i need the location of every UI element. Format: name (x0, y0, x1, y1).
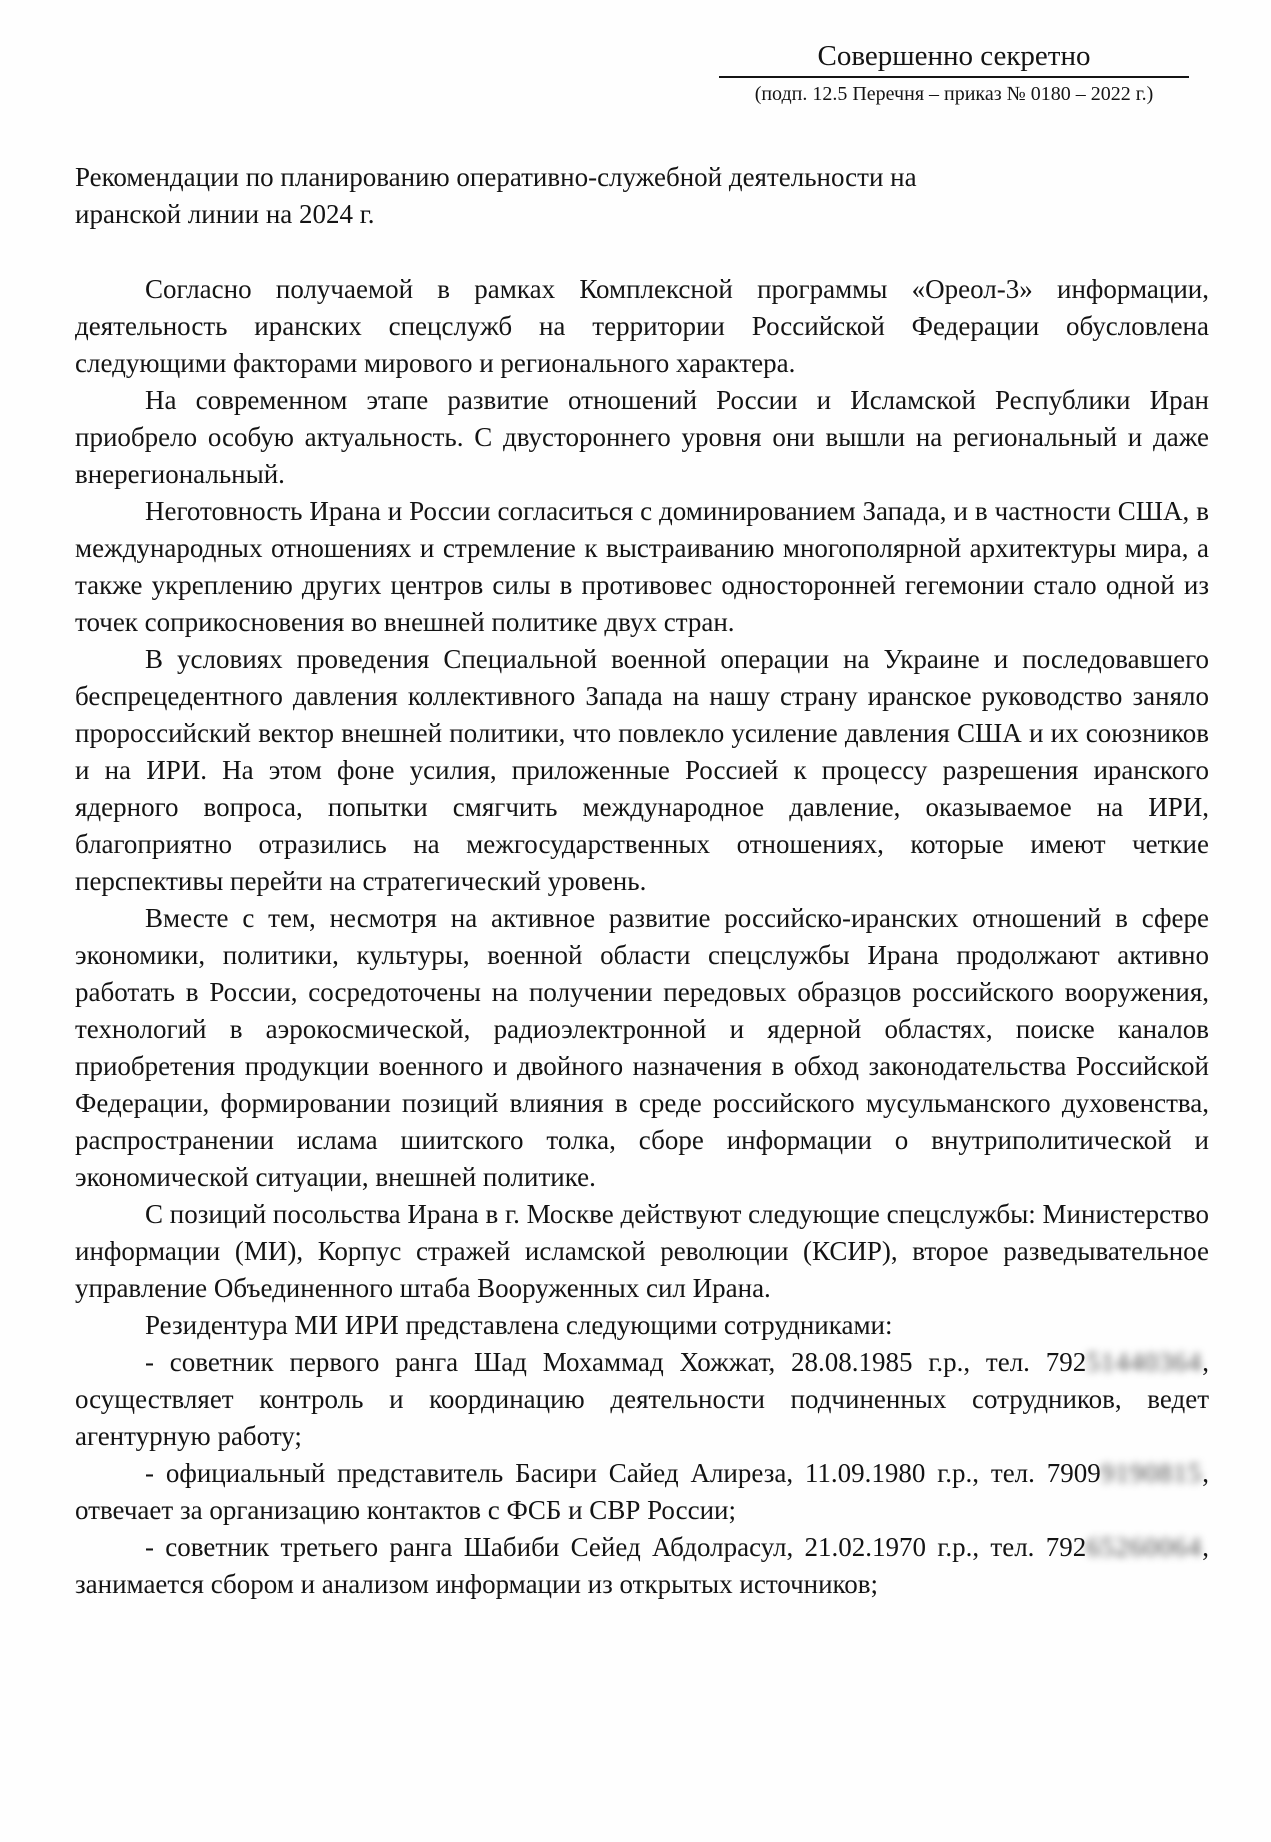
paragraph-special-services: Вместе с тем, несмотря на активное развитие российско-иранских отношений в сфере экономики, политики, культуры, военной области спецслужбы Ирана продолжают активно работать в России, сосредоточены на получении передовых образцов российского вооружения, технологий в аэрокосмической, радиоэлектронной и ядерной областях, поиске каналов приобретения продукции военного и двойного назначения в обход законодательства Российской Федерации, формировании позиций влияния в среде российского мусульманского духовенства, распространении ислама шиитского толка, сборе информации о внутриполитической и экономической ситуации, внешней политике. (75, 903, 1209, 1192)
officer-2-redacted-phone: 9190815 (1100, 1458, 1203, 1488)
paragraph-embassy: С позиций посольства Ирана в г. Москве действуют следующие спецслужбы: Министерство информации (МИ), Корпус стражей исламской революции (КСИР), второе разведывательное управление Объединенного штаба Вооруженных сил Ирана. (75, 1199, 1209, 1303)
classification-label: Совершенно секретно (719, 38, 1189, 78)
paragraph-relations: На современном этапе развитие отношений России и Исламской Республики Иран приобрело особую актуальность. С двустороннего уровня они вышли на региональный и даже внерегиональный. (75, 385, 1209, 489)
classification-header (719, 38, 1189, 107)
officer-3-role: , занимается сбором и анализом информации из открытых источников; (75, 1532, 1209, 1599)
officer-1-text: - советник первого ранга Шад Мохаммад Хожжат, 28.08.1985 г.р., тел. 792 (145, 1347, 1087, 1377)
paragraph-svo: В условиях проведения Специальной военной операции на Украине и последовавшего беспрецедентного давления коллективного Запада на нашу страну иранское руководство заняло пророссийский вектор внешней политики, что повлекло усиление давления США и их союзников и на ИРИ. На этом фоне усилия, приложенные Россией к процессу разрешения иранского ядерного вопроса, попытки смягчить международное давление, оказываемое на ИРИ, благоприятно отразились на межгосударственных отношениях, которые имеют четкие перспективы перейти на стратегический уровень. (75, 644, 1209, 896)
officer-1-role: , осуществляет контроль и координацию деятельности подчиненных сотрудников, ведет агентурную работу; (75, 1347, 1209, 1451)
classification-reference: (подп. 12.5 Перечня – приказ № 0180 – 2022 г.) (754, 83, 1154, 105)
officer-1-redacted-phone: 51440364 (1086, 1347, 1203, 1377)
officer-2-text: - официальный представитель Басири Сайед Алиреза, 11.09.1980 г.р., тел. 7909 (145, 1458, 1101, 1488)
document-body (75, 271, 1209, 1603)
officer-2-role: , отвечает за организацию контактов с ФСБ и СВР России; (75, 1458, 1209, 1525)
officer-3-text: - советник третьего ранга Шабиби Сейед Абдолрасул, 21.02.1970 г.р., тел. 792 (145, 1532, 1087, 1562)
document-title: Рекомендации по планированию оперативно-служебной деятельности на иранской линии на 2024 г. (75, 162, 917, 229)
officer-3-redacted-phone: 65260064 (1086, 1532, 1203, 1562)
paragraph-intro: Согласно получаемой в рамках Комплексной программы «Ореол-3» информации, деятельность иранских спецслужб на территории Российской Федерации обусловлена следующими факторами мирового и регионального характера. (75, 274, 1209, 378)
officer-entry-1 (75, 1344, 1209, 1455)
officer-entry-3 (75, 1529, 1209, 1603)
paragraph-west: Неготовность Ирана и России согласиться с доминированием Запада, и в частности США, в международных отношениях и стремление к выстраиванию многополярной архитектуры мира, а также укреплению других центров силы в противовес односторонней гегемонии стало одной из точек соприкосновения во внешней политике двух стран. (75, 496, 1209, 637)
officer-entry-2 (75, 1455, 1209, 1529)
paragraph-rezidentura: Резидентура МИ ИРИ представлена следующими сотрудниками: (145, 1310, 893, 1340)
